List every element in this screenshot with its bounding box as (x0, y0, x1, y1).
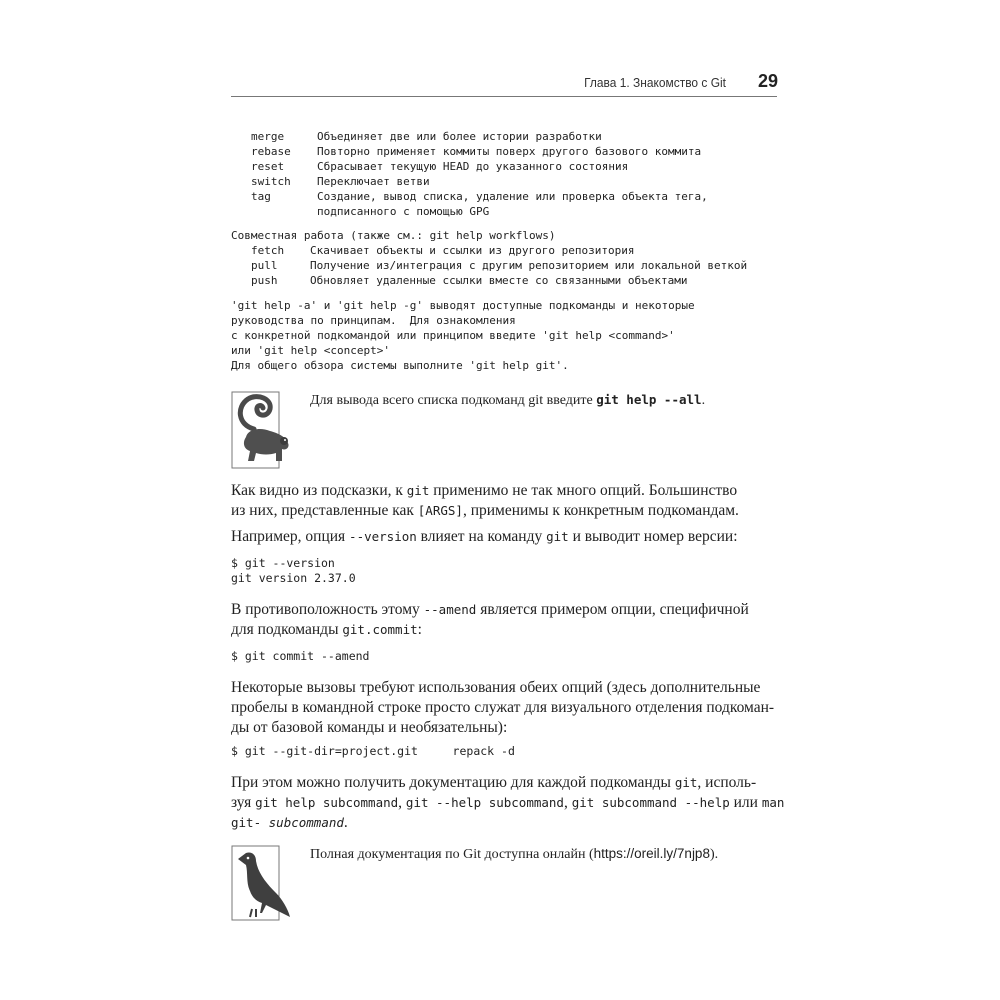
listing-desc: Сбрасывает текущую HEAD до указанного состояния (317, 160, 629, 173)
listing-desc: Переключает ветви (317, 175, 430, 188)
paragraph-line (231, 773, 777, 793)
paragraph-line (231, 620, 777, 640)
inline-code: git- (231, 815, 269, 830)
paragraph-line (231, 501, 777, 521)
text-run: применимо не так много опций. Большинство (429, 482, 738, 499)
paragraph-line (231, 527, 777, 547)
text-run: Как видно из подсказки, к (231, 482, 407, 499)
text-run: , применимы к конкретным подкомандам. (462, 502, 739, 519)
text-run: : (417, 621, 422, 638)
text-run: , исполь- (697, 774, 757, 791)
listing-desc: подписанного с помощью GPG (317, 205, 490, 218)
listing-footer-line: Для общего обзора системы выполните 'git help git'. (231, 359, 569, 372)
inline-code: --amend (423, 602, 477, 617)
text-run: является примером опции, специфичной (476, 601, 749, 618)
paragraph-both-options (231, 678, 777, 738)
inline-code: git (674, 775, 698, 790)
inline-code-italic: subcommand (268, 815, 344, 830)
listing-footer-line: с конкретной подкомандой или принципом введите 'git help <command>' (231, 329, 675, 342)
paragraph-options-intro (231, 481, 777, 521)
paragraph-subcommand-help (231, 773, 785, 833)
inline-code: man (761, 795, 785, 810)
text-run: , (563, 794, 572, 811)
help-output-listing (0, 0, 1000, 455)
running-header-chapter: Глава 1. Знакомство с Git (584, 75, 726, 90)
text-run: В противоположность этому (231, 601, 424, 618)
text-run: или (729, 794, 762, 811)
code-line: git version 2.37.0 (231, 571, 356, 585)
listing-footer-line: или 'git help <concept>' (231, 344, 390, 357)
docs-link[interactable]: https://oreil.ly/7njp8 (593, 846, 710, 861)
paragraph-line: пробелы в командной строке просто служат для визуального отделения подкоман- (231, 699, 775, 716)
listing-cmd: push (251, 274, 278, 287)
paragraph-line: Некоторые вызовы требуют использования обеих опций (здесь дополнительные (231, 679, 761, 696)
inline-code: git help subcommand (255, 795, 399, 810)
header-rule (231, 96, 777, 97)
inline-code: git subcommand --help (571, 795, 730, 810)
paragraph-line (231, 813, 777, 833)
paragraph-version-option (231, 527, 777, 547)
tip-text-after: . (701, 393, 706, 408)
note-text (310, 846, 718, 863)
text-run: влияет на команду (416, 528, 547, 545)
text-run: зуя (231, 794, 256, 811)
listing-cmd: rebase (251, 145, 291, 158)
listing-desc: Получение из/интеграция с другим репозиторием или локальной веткой (310, 259, 748, 272)
listing-group-heading: Совместная работа (также см.: git help workflows) (231, 229, 556, 242)
tip-text (310, 392, 705, 409)
inline-code: [ARGS] (417, 503, 463, 518)
text-run: и выводит номер версии: (568, 528, 738, 545)
text-run: . (343, 814, 348, 831)
lemur-tip-icon (224, 389, 294, 471)
listing-cmd: fetch (251, 244, 285, 257)
text-run: , (398, 794, 406, 811)
paragraph-amend-option (231, 600, 777, 640)
text-run: для подкоманды (231, 621, 343, 638)
inline-code: git --help subcommand (405, 795, 564, 810)
tip-code: git help --all (596, 392, 702, 407)
tip-text-before: Для вывода всего списка подкоманд git введите (310, 393, 597, 408)
paragraph-line (231, 600, 777, 620)
note-text-after: ). (709, 847, 719, 862)
inline-code: git (406, 483, 430, 498)
inline-code: git.commit (342, 622, 418, 637)
listing-cmd: reset (251, 160, 285, 173)
paragraph-line: ды от базовой команды и необязательны): (231, 719, 508, 736)
listing-footer-line: руководства по принципам. Для ознакомления (231, 314, 516, 327)
inline-code: --version (349, 529, 417, 544)
page-number: 29 (757, 71, 778, 91)
listing-desc: Скачивает объекты и ссылки из другого репозитория (310, 244, 635, 257)
note-text-before: Полная документация по Git доступна онлайн ( (310, 847, 594, 862)
listing-footer-line: 'git help -a' и 'git help -g' выводят доступные подкоманды и некоторые (231, 299, 695, 312)
crow-note-icon (226, 843, 296, 923)
listing-desc: Обновляет удаленные ссылки вместе со связанными объектами (310, 274, 688, 287)
listing-desc: Повторно применяет коммиты поверх другого базового коммита (317, 145, 702, 158)
inline-code: git (546, 529, 569, 544)
listing-cmd: pull (251, 259, 278, 272)
listing-desc: Объединяет две или более истории разработки (317, 130, 602, 143)
paragraph-line (231, 793, 785, 813)
text-run: из них, представленные как (231, 502, 418, 519)
code-line: $ git commit --amend (231, 649, 370, 663)
paragraph-line (231, 481, 777, 501)
listing-cmd: tag (251, 190, 271, 203)
listing-cmd: merge (251, 130, 285, 143)
listing-cmd: switch (251, 175, 291, 188)
text-run: При этом можно получить документацию для каждой подкоманды (231, 774, 675, 791)
text-run: Например, опция (231, 528, 350, 545)
listing-desc: Создание, вывод списка, удаление или проверка объекта тега, (317, 190, 708, 203)
code-line: $ git --git-dir=project.git repack -d (231, 744, 515, 758)
code-line: $ git --version (231, 556, 335, 570)
